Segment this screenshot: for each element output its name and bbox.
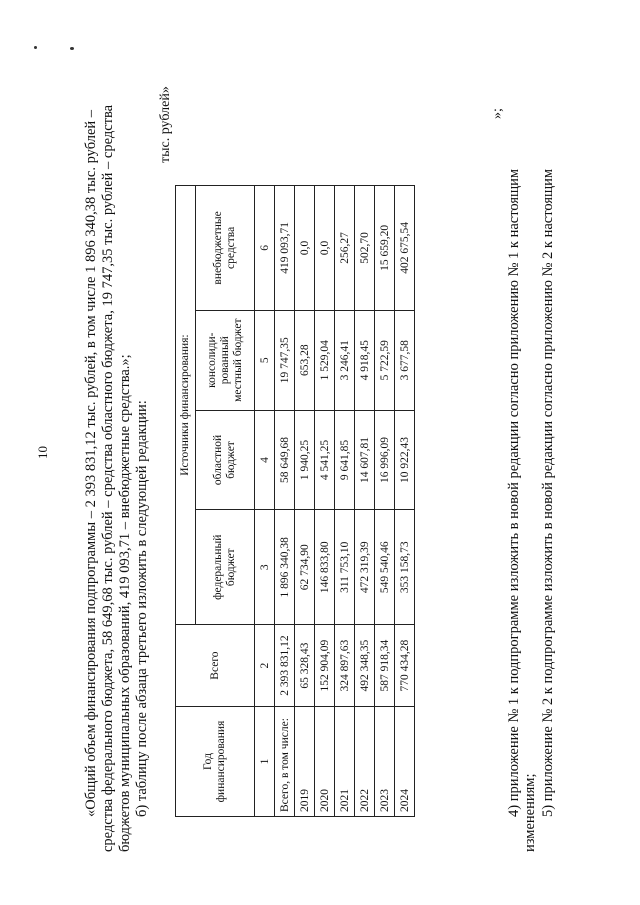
column-number: 6 xyxy=(255,186,275,311)
row-label: Всего, в том числе: xyxy=(275,707,295,817)
column-number: 5 xyxy=(255,310,275,410)
row-label: 2023 xyxy=(375,707,395,817)
cell-regional: 9 641,85 xyxy=(335,410,355,510)
table-row xyxy=(395,186,415,817)
paragraph-appendix-1-cont: изменениям; xyxy=(522,773,538,852)
paragraph-appendix-1: 4) приложение № 1 к подпрограмме изложить в новой редакции согласно приложению № 1 к настоящим xyxy=(506,168,522,817)
cell-local: 4 918,45 xyxy=(355,310,375,410)
cell-regional: 10 922,43 xyxy=(395,410,415,510)
paragraph-appendix-2: 5) приложение № 2 к подпрограмме изложить в новой редакции согласно приложению № 2 к настоящим xyxy=(540,168,556,817)
cell-regional: 4 541,25 xyxy=(315,410,335,510)
cell-regional: 58 649,68 xyxy=(275,410,295,510)
row-label: 2024 xyxy=(395,707,415,817)
row-label: 2022 xyxy=(355,707,375,817)
closing-quote: »; xyxy=(490,108,505,119)
column-number: 4 xyxy=(255,410,275,510)
cell-extra: 502,70 xyxy=(355,186,375,311)
header-local: консолиди-рованный местный бюджет xyxy=(196,310,255,410)
paragraph-financing-line1: «Общий объем финансирования подпрограммы – 2 393 831,12 тыс. рублей, в том числе 1 896 340,38 тыс. рублей – xyxy=(83,109,99,817)
cell-local: 1 529,04 xyxy=(315,310,335,410)
cell-local: 653,28 xyxy=(295,310,315,410)
header-total: Всего xyxy=(176,625,255,707)
cell-regional: 1 940,25 xyxy=(295,410,315,510)
cell-total: 324 897,63 xyxy=(335,625,355,707)
header-federal: федеральный бюджет xyxy=(196,510,255,625)
table-row xyxy=(335,186,355,817)
header-regional: областной бюджет xyxy=(196,410,255,510)
cell-local: 3 677,58 xyxy=(395,310,415,410)
cell-total: 770 434,28 xyxy=(395,625,415,707)
cell-local: 19 747,35 xyxy=(275,310,295,410)
cell-regional: 14 607,81 xyxy=(355,410,375,510)
column-number: 2 xyxy=(255,625,275,707)
cell-federal: 1 896 340,38 xyxy=(275,510,295,625)
cell-extra: 0,0 xyxy=(295,186,315,311)
table-row xyxy=(315,186,335,817)
column-number-row xyxy=(255,186,275,817)
cell-extra: 402 675,54 xyxy=(395,186,415,311)
cell-federal: 549 540,46 xyxy=(375,510,395,625)
cell-extra: 419 093,71 xyxy=(275,186,295,311)
cell-total: 65 328,43 xyxy=(295,625,315,707)
cell-total: 587 918,34 xyxy=(375,625,395,707)
table-row xyxy=(375,186,395,817)
header-year: Год финансирования xyxy=(176,707,255,817)
cell-federal: 353 158,73 xyxy=(395,510,415,625)
financing-table xyxy=(175,185,415,817)
table-row xyxy=(355,186,375,817)
paragraph-table-intro: б) таблицу после абзаца третьего изложить в следующей редакции: xyxy=(134,400,150,817)
header-sources: Источники финансирования: xyxy=(176,186,196,625)
column-number: 3 xyxy=(255,510,275,625)
paragraph-financing-line3: бюджетов муниципальных образований, 419 093,71 – внебюджетные средства.»; xyxy=(117,354,133,852)
row-label: 2019 xyxy=(295,707,315,817)
cell-total: 152 904,09 xyxy=(315,625,335,707)
cell-extra: 15 659,20 xyxy=(375,186,395,311)
page-number: 10 xyxy=(35,446,50,459)
cell-total: 2 393 831,12 xyxy=(275,625,295,707)
cell-extra: 256,27 xyxy=(335,186,355,311)
cell-regional: 16 996,09 xyxy=(375,410,395,510)
row-label: 2021 xyxy=(335,707,355,817)
table-row xyxy=(295,186,315,817)
cell-federal: 311 753,10 xyxy=(335,510,355,625)
row-label: 2020 xyxy=(315,707,335,817)
cell-federal: 62 734,90 xyxy=(295,510,315,625)
units-label: тыс. рублей» xyxy=(158,86,173,163)
table-row xyxy=(275,186,295,817)
cell-total: 492 348,35 xyxy=(355,625,375,707)
cell-federal: 472 319,39 xyxy=(355,510,375,625)
cell-federal: 146 833,80 xyxy=(315,510,335,625)
cell-local: 5 722,59 xyxy=(375,310,395,410)
paragraph-financing-line2: средства федерального бюджета, 58 649,68 тыс. рублей – средства областного бюджета, 19 747,35 тыс. рублей – средства xyxy=(100,104,116,852)
header-extra: внебюджетные средства xyxy=(196,186,255,311)
cell-local: 3 246,41 xyxy=(335,310,355,410)
column-number: 1 xyxy=(255,707,275,817)
cell-extra: 0,0 xyxy=(315,186,335,311)
